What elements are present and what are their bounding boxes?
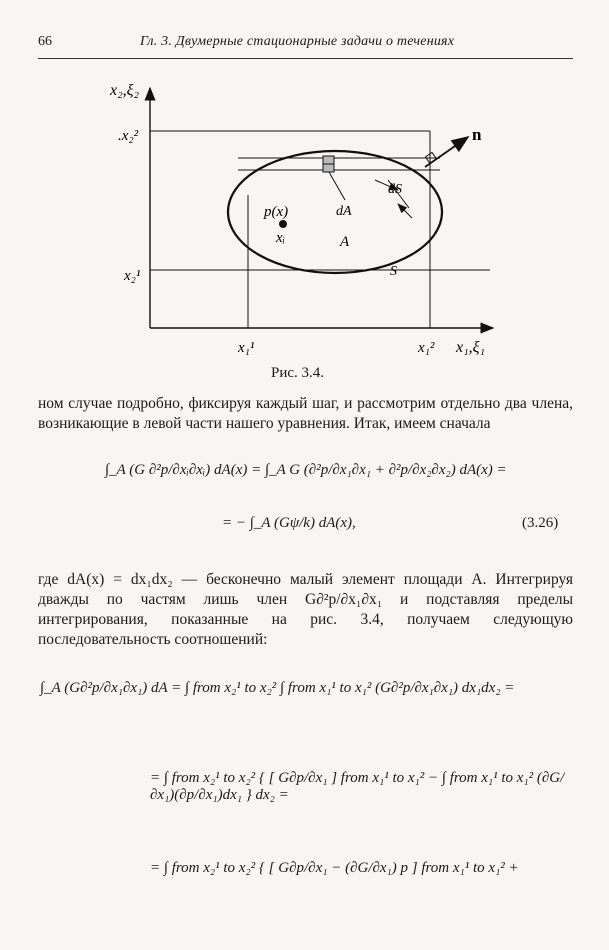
boundary-label: S [390, 264, 397, 279]
eq-a: ∫_A (G∂²p/∂x₁∂x₁) dA = ∫ from x₂¹ to x₂² ∫ from x₁¹ to x₁² (G∂²p/∂x₁∂x₁) dx₁dx₂ = [40, 680, 515, 696]
axis-x-label: x₁,ξ₁ [456, 339, 486, 356]
tick-x2-upper: .x₂² [118, 128, 139, 144]
page-number: 66 [38, 34, 52, 49]
tick-x1-right: x₁² [418, 340, 435, 356]
xi-label: xᵢ [276, 230, 286, 246]
da-leader [329, 172, 345, 200]
eq-c: = ∫ from x₂¹ to x₂² { [ G∂p/∂x₁ − (∂G/∂x₁) p ] from x₁¹ to x₁² + [150, 860, 519, 876]
eq326-line2: = − ∫_A (Gψ/k) dA(x), [222, 515, 356, 531]
normal-label: n [472, 125, 482, 144]
paragraph-2: где dA(x) = dx₁dx₂ — бесконечно малый элемент площади A. Интегрируя дважды по частям лишь член G∂²p/∂x₁∂x₁ и подставляя пределы интегрирования, показанные на рис. 3.4, получаем следующую последовательность соотношений: [38, 571, 573, 648]
paragraph-1: ном случае подробно, фиксируя каждый шаг, и рассмотрим отдельно два члена, возникающие в левой части нашего уравнения. Итак, имеем сначала [38, 395, 573, 432]
figure-3-4 [0, 0, 609, 400]
tick-x1-left: x₁¹ [238, 340, 255, 356]
da-label: dA [336, 204, 352, 219]
p-label: p(x) [264, 204, 289, 220]
region-ellipse [228, 151, 442, 273]
eq326-number: (3.26) [522, 515, 559, 531]
tick-x2-lower: x₂¹ [124, 268, 141, 284]
region-label: A [340, 234, 350, 250]
axis-y-label: x₂,ξ₂ [110, 82, 140, 99]
eq326-line1: ∫_A (G ∂²p/∂xᵢ∂xᵢ) dA(x) = ∫_A G (∂²p/∂x₁∂x₁ + ∂²p/∂x₂∂x₂) dA(x) = [105, 462, 507, 478]
eq-b: = ∫ from x₂¹ to x₂² { [ G∂p/∂x₁ ] from x₁¹ to x₁² − ∫ from x₁¹ to x₁² (∂G/∂x₁)(∂p/∂x₁)dx₁ } dx₂ = [150, 770, 565, 803]
ds-label: dS [388, 182, 402, 197]
ds-arrow-2 [398, 204, 412, 218]
running-title: Гл. 3. Двумерные стационарные задачи о течениях [140, 34, 455, 49]
figure-caption: Рис. 3.4. [271, 365, 325, 381]
point-xi [279, 220, 287, 228]
